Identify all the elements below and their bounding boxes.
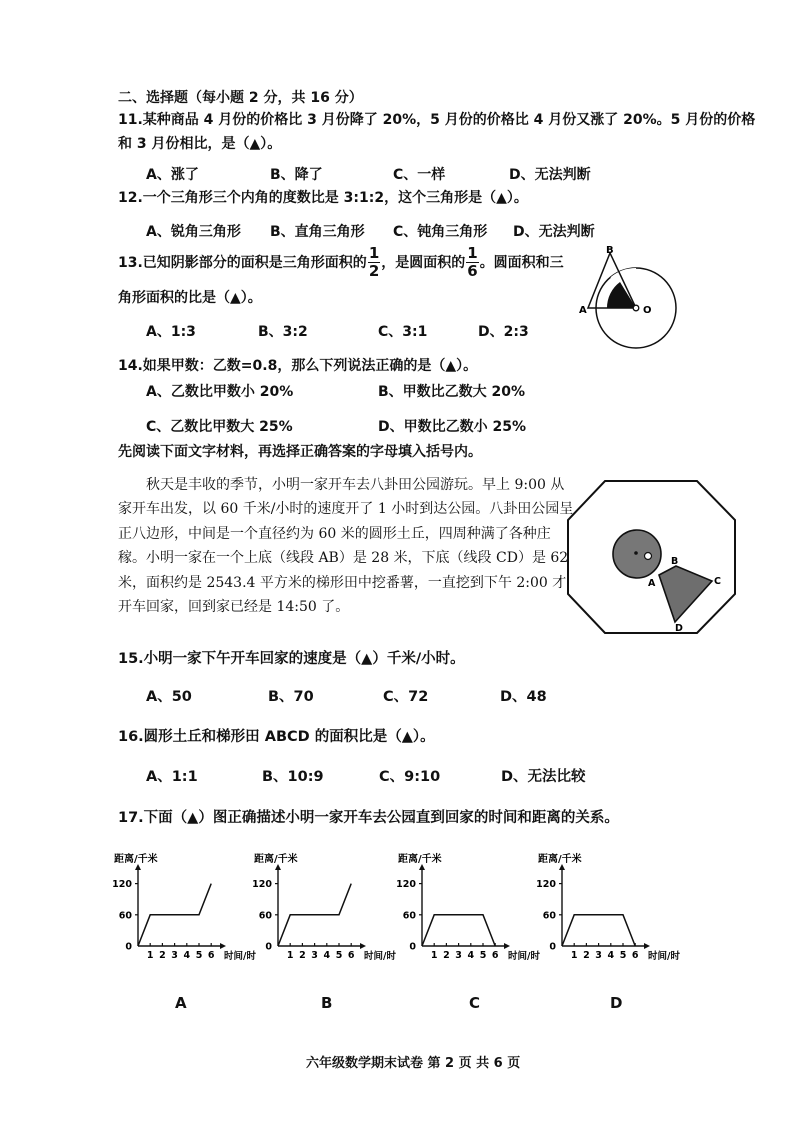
graph-c: [396, 848, 546, 968]
reading-intro: 先阅读下面文字材料，再选择正确答案的字母填入括号内。: [118, 444, 482, 460]
x-axis-arrow: [220, 943, 226, 949]
x-tick-label: 1: [570, 950, 578, 961]
x-tick-label: 4: [323, 950, 331, 961]
y-tick-label: 60: [402, 910, 416, 922]
y-tick-label: 120: [252, 879, 272, 891]
trapezoid-field: [659, 566, 712, 622]
q16-option-a: A、1:1: [146, 769, 198, 785]
q11-option-c: C、一样: [393, 167, 446, 183]
question-14: 14.如果甲数：乙数=0.8，那么下列说法正确的是（▲）。: [118, 358, 478, 374]
x-tick-label: 5: [479, 950, 487, 961]
y-tick-label: 0: [409, 941, 416, 953]
x-axis-arrow: [360, 943, 366, 949]
x-tick-label: 5: [195, 950, 203, 961]
graph-label-a: A: [175, 994, 187, 1012]
label-d: D: [675, 623, 683, 634]
question-15: 15.小明一家下午开车回家的速度是（▲）千米/小时。: [118, 651, 465, 667]
label-c: C: [714, 576, 721, 587]
q15-option-d: D、48: [500, 689, 547, 705]
q13-option-c: C、3:1: [378, 324, 428, 340]
x-tick-label: 4: [183, 950, 191, 961]
x-axis-arrow: [644, 943, 650, 949]
triangle-circle-figure: [574, 244, 678, 356]
y-tick-label: 60: [118, 910, 132, 922]
q16-option-c: C、9:10: [379, 769, 441, 785]
question-11-line2: 和 3 月份相比，是（▲）。: [118, 136, 282, 152]
x-tick-label: 2: [443, 950, 450, 961]
y-tick-label: 0: [125, 941, 132, 953]
q15-option-a: A、50: [146, 689, 192, 705]
q12-option-a: A、锐角三角形: [146, 224, 241, 240]
question-12: 12.一个三角形三个内角的度数比是 3:1:2，这个三角形是（▲）。: [118, 190, 528, 206]
q12-option-d: D、无法判断: [513, 224, 595, 240]
center-point: [633, 305, 639, 311]
x-tick-label: 1: [286, 950, 294, 961]
reading-passage: 秋天是丰收的季节，小明一家开车去八卦田公园游玩。早上 9:00 从家开车出发，以 60 千米/小时的速度开了 1 小时到达公园。八卦田公园呈正八边形，中间是一个直径约为 60 米的圆形土丘，四周种满了各种庄稼。小明一家在一个上底（线段 AB）是 28 米，下底（线段 CD）是 62 米，面积约是 2543.4 平方米的梯形田中挖番薯，一直挖到下午 2:00 才开车回家，回到家已经是 14:50 了。: [118, 477, 574, 616]
x-tick-label: 1: [146, 950, 154, 961]
graph-label-b: B: [321, 994, 333, 1012]
graph-d: [536, 848, 706, 968]
series-line: [422, 915, 495, 946]
x-tick-label: 3: [171, 950, 178, 961]
q11-option-a: A、涨了: [146, 167, 199, 183]
y-tick-label: 120: [536, 879, 556, 891]
fraction-denominator: 6: [467, 261, 478, 280]
series-line: [138, 884, 211, 946]
section-title: 二、选择题（每小题 2 分，共 16 分）: [118, 90, 363, 106]
question-13-line2: 角形面积的比是（▲）。: [118, 290, 262, 306]
series-line: [278, 884, 351, 946]
x-tick-label: 4: [467, 950, 475, 961]
question-17: 17.下面（▲）图正确描述小明一家开车去公园直到回家的时间和距离的关系。: [118, 810, 619, 826]
graph-b: [252, 848, 402, 968]
q14-option-a: A、乙数比甲数小 20%: [146, 384, 294, 400]
x-tick-label: 4: [607, 950, 615, 961]
series-line: [562, 915, 635, 946]
x-tick-label: 2: [583, 950, 590, 961]
graph-label-d: D: [610, 994, 623, 1012]
label-o: O: [643, 305, 652, 316]
x-tick-label: 3: [595, 950, 602, 961]
y-tick-label: 60: [542, 910, 556, 922]
question-11-line1: 11.某种商品 4 月份的价格比 3 月份降了 20%，5 月份的价格比 4 月份又涨了 20%。5 月份的价格: [118, 112, 756, 128]
label-b: B: [606, 245, 614, 256]
octagon-park-figure: [565, 478, 739, 638]
fraction-denominator: 2: [368, 261, 380, 280]
fraction-one-half: [368, 243, 380, 280]
question-13-line1: [118, 242, 564, 282]
q13-option-b: B、3:2: [258, 324, 308, 340]
x-tick-label: 3: [455, 950, 462, 961]
q15-option-b: B、70: [268, 689, 314, 705]
q13-text-a: 13.已知阴影部分的面积是三角形面积的: [118, 255, 367, 271]
y-tick-label: 120: [112, 879, 132, 891]
x-axis-title: 时间/时: [508, 951, 540, 962]
y-axis-title: 距离/千米: [254, 854, 298, 865]
graph-label-c: C: [469, 994, 481, 1012]
page-footer: 六年级数学期末试卷 第 2 页 共 6 页: [306, 1056, 521, 1071]
q13-text-c: 。圆面积和三: [479, 255, 564, 271]
x-axis-title: 时间/时: [364, 951, 396, 962]
label-b: B: [671, 556, 679, 567]
q14-option-c: C、乙数比甲数大 25%: [146, 419, 293, 435]
y-tick-label: 120: [396, 879, 416, 891]
q13-text-b: ，是圆面积的: [381, 255, 466, 271]
y-tick-label: 0: [265, 941, 272, 953]
y-tick-label: 0: [549, 941, 556, 953]
q13-option-d: D、2:3: [478, 324, 529, 340]
y-axis-title: 距离/千米: [538, 854, 582, 865]
label-a: A: [648, 578, 656, 589]
x-axis-title: 时间/时: [648, 951, 680, 962]
q14-option-d: D、甲数比乙数小 25%: [378, 419, 527, 435]
y-tick-label: 60: [258, 910, 272, 922]
x-tick-label: 6: [207, 950, 215, 961]
question-16: 16.圆形土丘和梯形田 ABCD 的面积比是（▲）。: [118, 729, 435, 745]
q16-option-d: D、无法比较: [501, 769, 586, 785]
x-tick-label: 2: [159, 950, 166, 961]
y-axis-title: 距离/千米: [398, 854, 442, 865]
fraction-one-sixth: [466, 243, 478, 280]
x-tick-label: 6: [347, 950, 355, 961]
x-tick-label: 2: [299, 950, 306, 961]
q16-option-b: B、10:9: [262, 769, 324, 785]
q13-option-a: A、1:3: [146, 324, 196, 340]
x-tick-label: 1: [430, 950, 438, 961]
fraction-numerator: 1: [368, 243, 380, 262]
x-tick-label: 3: [311, 950, 318, 961]
q15-option-c: C、72: [383, 689, 429, 705]
q12-option-b: B、直角三角形: [270, 224, 365, 240]
x-tick-label: 6: [491, 950, 499, 961]
x-axis-title: 时间/时: [224, 951, 256, 962]
x-axis-arrow: [504, 943, 510, 949]
q12-option-c: C、钝角三角形: [393, 224, 488, 240]
graph-a: [112, 848, 262, 968]
q14-option-b: B、甲数比乙数大 20%: [378, 384, 526, 400]
q11-option-d: D、无法判断: [509, 167, 591, 183]
x-tick-label: 6: [631, 950, 639, 961]
x-tick-label: 5: [335, 950, 343, 961]
q11-option-b: B、降了: [270, 167, 323, 183]
x-tick-label: 5: [619, 950, 627, 961]
label-a: A: [579, 305, 587, 316]
y-axis-title: 距离/千米: [114, 854, 158, 865]
fraction-numerator: 1: [467, 243, 478, 262]
